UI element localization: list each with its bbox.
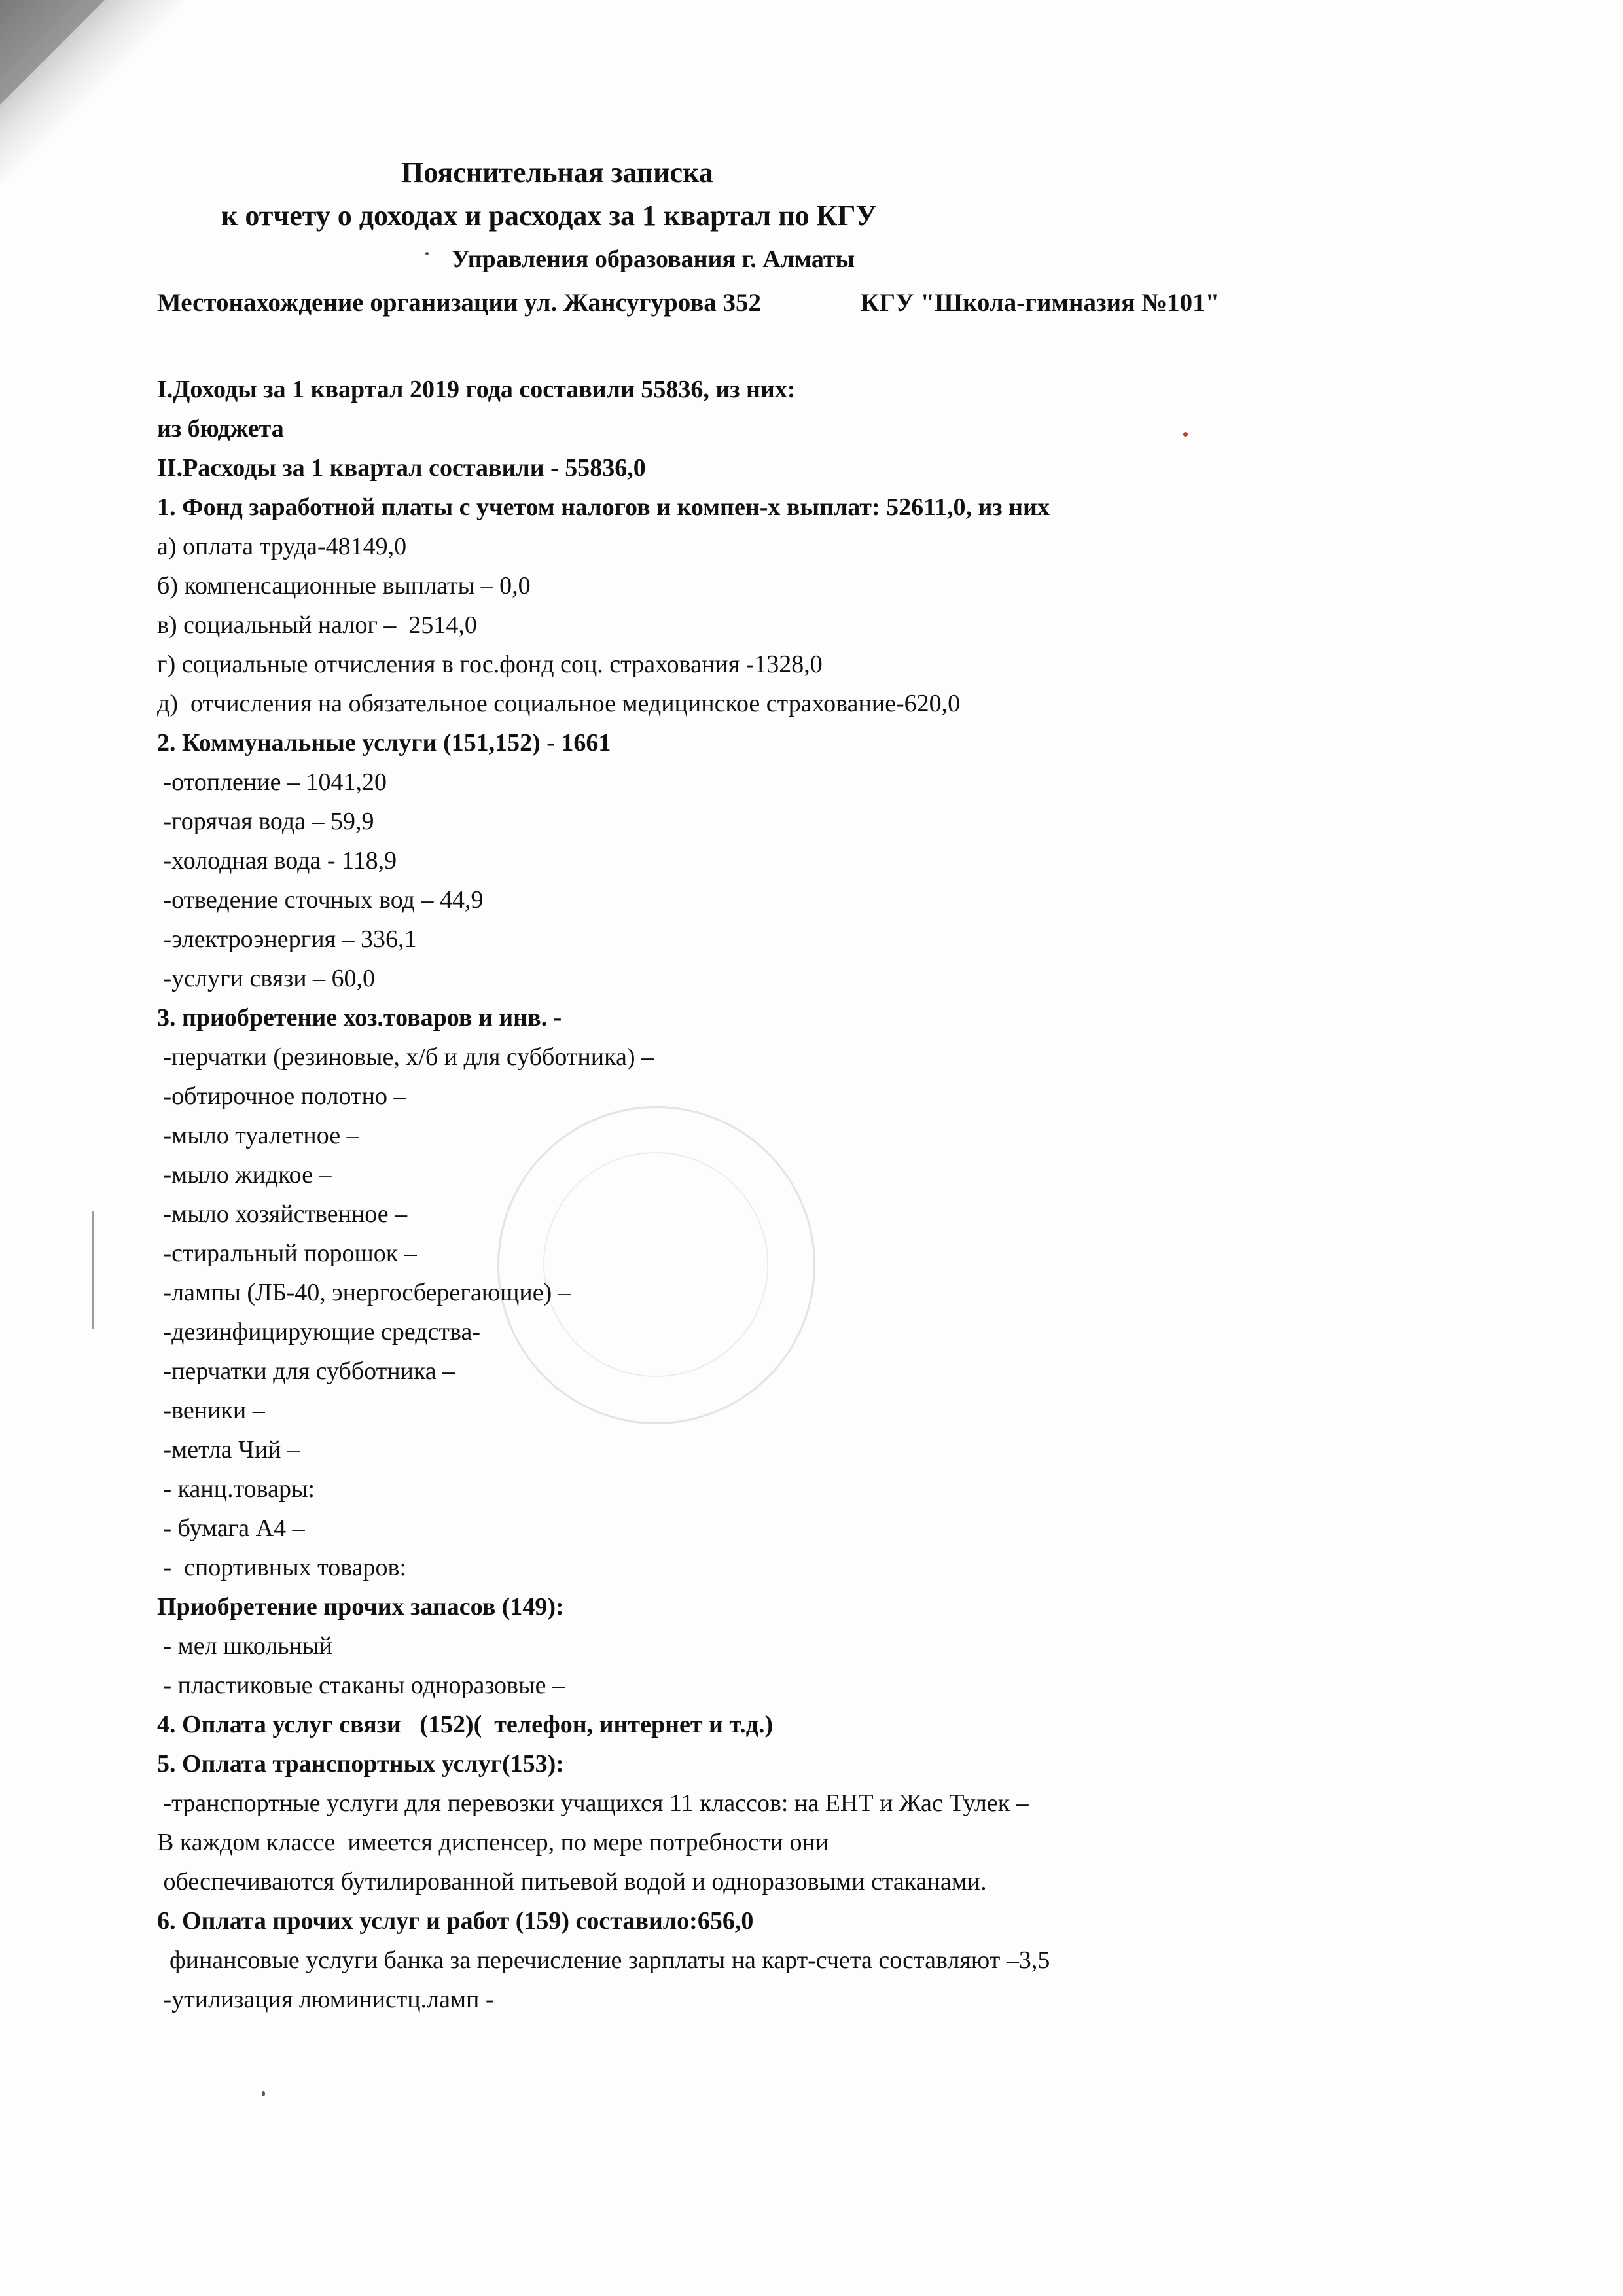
report-line: -лампы (ЛБ-40, энергосберегающие) –: [157, 1279, 571, 1306]
section-heading: 2. Коммунальные услуги (151,152) - 1661: [157, 729, 611, 757]
folded-corner-edge: [0, 0, 105, 105]
report-line: - пластиковые стаканы одноразовые –: [157, 1672, 565, 1699]
section-heading: 6. Оплата прочих услуг и работ (159) составило:656,0: [157, 1907, 754, 1935]
report-line: - бумага А4 –: [157, 1515, 305, 1542]
report-line: -перчатки для субботника –: [157, 1357, 455, 1385]
organization-name: КГУ "Школа-гимназия №101": [861, 289, 1220, 317]
title-line-2: к отчету о доходах и расходах за 1 квартал по КГУ: [221, 200, 877, 232]
report-line: -мыло хозяйственное –: [157, 1200, 408, 1228]
report-line: финансовые услуги банка за перечисление зарплаты на карт-счета составляют –3,5: [157, 1946, 1050, 1974]
title-line-3: Управления образования г. Алматы: [452, 245, 855, 273]
report-line: -стиральный порошок –: [157, 1240, 417, 1267]
report-line: -услуги связи – 60,0: [157, 965, 376, 992]
section-heading: 1. Фонд заработной платы с учетом налогов и компен-х выплат: 52611,0, из них: [157, 493, 1050, 521]
report-line: -перчатки (резиновые, х/б и для субботника) –: [157, 1043, 654, 1071]
report-line: -мыло жидкое –: [157, 1161, 332, 1189]
title-line-1: Пояснительная записка: [401, 156, 713, 188]
report-line: - спортивных товаров:: [157, 1554, 407, 1581]
report-line: обеспечиваются бутилированной питьевой водой и одноразовыми стаканами.: [157, 1868, 987, 1895]
report-line: -утилизация люминистц.ламп -: [157, 1986, 494, 2013]
left-margin-mark: [92, 1211, 94, 1329]
section-heading: 5. Оплата транспортных услуг(153):: [157, 1750, 564, 1778]
report-line: - канц.товары:: [157, 1475, 315, 1503]
report-line: -обтирочное полотно –: [157, 1083, 406, 1110]
report-line: -веники –: [157, 1397, 265, 1424]
ink-speck: [425, 252, 429, 255]
report-line: -электроэнергия – 336,1: [157, 925, 417, 953]
section-heading: I.Доходы за 1 квартал 2019 года составили 55836, из них:: [157, 376, 796, 403]
section-heading: 3. приобретение хоз.товаров и инв. -: [157, 1004, 562, 1031]
report-line: -дезинфицирующие средства-: [157, 1318, 480, 1346]
report-line: д) отчисления на обязательное социальное медицинское страхование-620,0: [157, 690, 961, 717]
report-line: В каждом классе имеется диспенсер, по мере потребности они: [157, 1829, 829, 1856]
section-heading: 4. Оплата услуг связи (152)( телефон, интернет и т.д.): [157, 1711, 774, 1738]
section-heading: II.Расходы за 1 квартал составили - 55836,0: [157, 454, 646, 482]
report-line: а) оплата труда-48149,0: [157, 533, 407, 560]
section-heading: из бюджета: [157, 415, 284, 442]
report-line: -отведение сточных вод – 44,9: [157, 886, 484, 914]
organization-location: Местонахождение организации ул. Жансугурова 352: [157, 289, 762, 317]
report-body: [157, 370, 1453, 2019]
report-line: г) социальные отчисления в гос.фонд соц. страхования -1328,0: [157, 651, 823, 678]
report-line: -отопление – 1041,20: [157, 768, 387, 796]
report-line: - мел школьный: [157, 1632, 332, 1660]
ink-speck: [262, 2091, 265, 2096]
report-line: -мыло туалетное –: [157, 1122, 359, 1149]
section-heading: Приобретение прочих запасов (149):: [157, 1593, 564, 1621]
report-line: б) компенсационные выплаты – 0,0: [157, 572, 531, 600]
report-line: -метла Чий –: [157, 1436, 300, 1463]
report-line: -холодная вода - 118,9: [157, 847, 397, 874]
report-line: в) социальный налог – 2514,0: [157, 611, 477, 639]
report-line: -транспортные услуги для перевозки учащихся 11 классов: на ЕНТ и Жас Тулек –: [157, 1789, 1029, 1817]
report-line: -горячая вода – 59,9: [157, 808, 374, 835]
